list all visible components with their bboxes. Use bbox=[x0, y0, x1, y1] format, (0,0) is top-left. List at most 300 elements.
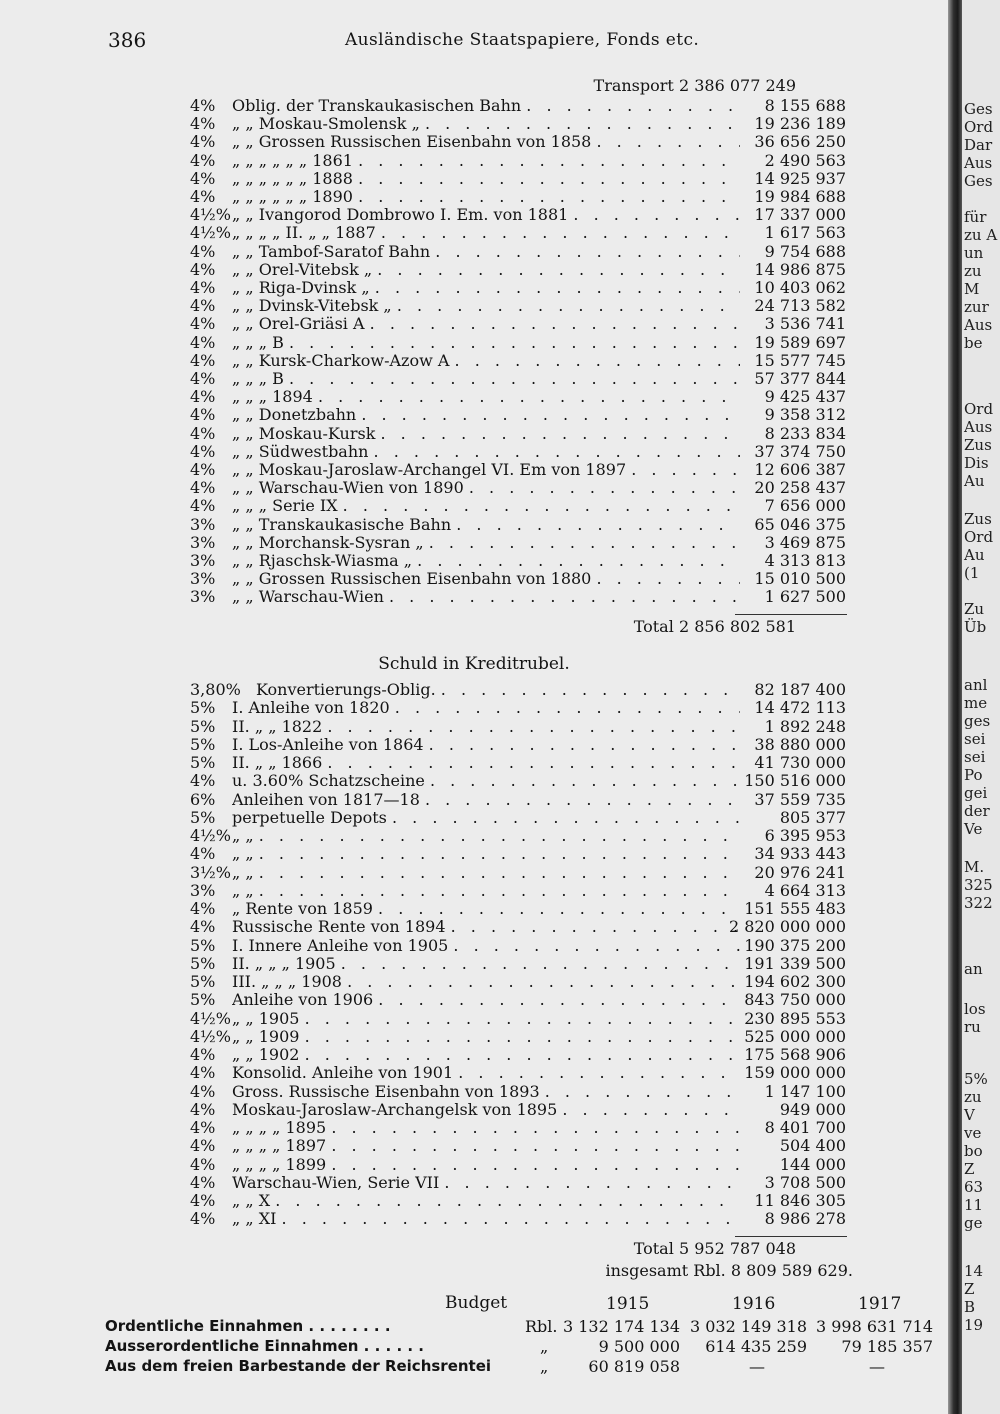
rate-cell: 4½% bbox=[190, 1008, 231, 1028]
description-cell: „ Rente von 1859 . . . bbox=[232, 900, 740, 918]
rate-cell: 4% bbox=[190, 441, 216, 461]
rate-cell: 4% bbox=[190, 369, 216, 388]
table-row bbox=[190, 315, 850, 333]
table-row bbox=[190, 352, 850, 370]
amount-cell: 12 606 387 bbox=[754, 460, 846, 479]
table-row bbox=[190, 809, 850, 827]
amount-cell: 504 400 bbox=[779, 1136, 846, 1156]
amount-cell: 15 010 500 bbox=[754, 569, 846, 589]
amount-cell: 10 403 062 bbox=[754, 278, 846, 297]
description-cell: „ „ . . . bbox=[232, 882, 740, 900]
table-row bbox=[190, 516, 850, 534]
rate-cell: 4% bbox=[190, 168, 216, 188]
rate-cell: 4½% bbox=[190, 205, 231, 225]
amount-cell: 151 555 483 bbox=[744, 899, 846, 918]
rate-cell: 4% bbox=[190, 296, 216, 316]
description-cell: „ „ Transkaukasische Bahn . . . bbox=[232, 516, 740, 534]
description-cell: „ „ „ Serie IX . . . bbox=[232, 497, 740, 515]
right-page-text-fragment: Ord bbox=[964, 528, 994, 546]
amount-cell: 4 313 813 bbox=[764, 551, 846, 570]
table-row bbox=[190, 133, 850, 151]
budget-row bbox=[105, 1357, 935, 1377]
rate-cell: 4% bbox=[190, 132, 216, 152]
description-cell: „ „ Tambof-Saratof Bahn . . . bbox=[232, 243, 740, 261]
rate-cell: 4% bbox=[190, 899, 216, 918]
amount-cell: 17 337 000 bbox=[754, 205, 846, 225]
right-page-text-fragment: 19 bbox=[964, 1316, 984, 1334]
right-page-text-fragment: Ges bbox=[964, 172, 993, 190]
rate-cell: 5% bbox=[190, 807, 216, 827]
book-gutter bbox=[948, 0, 962, 1414]
rate-cell: 4% bbox=[190, 96, 216, 115]
rate-cell: 3% bbox=[190, 532, 216, 552]
sum-rule bbox=[735, 1236, 847, 1237]
right-page-text-fragment: Dis bbox=[964, 454, 989, 472]
description-cell: Moskau-Jaroslaw-Archangelsk von 1895 . . . bbox=[232, 1101, 740, 1119]
rate-cell: 3,80% bbox=[190, 680, 241, 699]
right-page-text-fragment: 63 bbox=[964, 1178, 984, 1196]
table-row bbox=[190, 1083, 850, 1101]
rate-cell: 4% bbox=[190, 150, 216, 170]
description-cell: „ „ „ „ 1897 . . . bbox=[232, 1137, 740, 1155]
right-page-text-fragment: gei bbox=[964, 784, 988, 802]
budget-1915: 9 500 000 bbox=[598, 1337, 680, 1356]
right-page-text-fragment: ve bbox=[964, 1124, 982, 1142]
description-cell: „ „ Warschau-Wien . . . bbox=[232, 588, 740, 606]
amount-cell: 14 472 113 bbox=[754, 698, 846, 718]
description-cell: Russische Rente von 1894 . . . bbox=[232, 918, 740, 936]
right-page-text-fragment: Zus bbox=[964, 510, 992, 528]
amount-cell: 144 000 bbox=[779, 1154, 846, 1174]
amount-cell: 9 754 688 bbox=[764, 241, 846, 261]
description-cell: Anleihen von 1817—18 . . . bbox=[232, 791, 740, 809]
table-row bbox=[190, 206, 850, 224]
amount-cell: 191 339 500 bbox=[744, 953, 846, 973]
budget-1915: 60 819 058 bbox=[588, 1357, 680, 1376]
description-cell: Warschau-Wien, Serie VII . . . bbox=[232, 1174, 740, 1192]
amount-cell: 843 750 000 bbox=[744, 990, 846, 1010]
description-cell: „ „ Donetzbahn . . . bbox=[232, 406, 740, 424]
table-row bbox=[190, 681, 850, 699]
amount-cell: 4 664 313 bbox=[764, 880, 846, 900]
table-row bbox=[190, 1210, 850, 1228]
rate-cell: 3% bbox=[190, 551, 216, 570]
description-cell: „ „ . . . bbox=[232, 864, 740, 882]
amount-cell: 9 358 312 bbox=[764, 405, 846, 425]
description-cell: Konvertierungs-Oblig. . . . bbox=[256, 681, 740, 699]
budget-row bbox=[105, 1317, 935, 1337]
rate-cell: 4% bbox=[190, 187, 216, 206]
rate-cell: 4% bbox=[190, 259, 216, 279]
amount-cell: 8 233 834 bbox=[764, 423, 846, 443]
budget-unit: „ bbox=[540, 1357, 549, 1376]
table-row bbox=[190, 188, 850, 206]
description-cell: „ „ „ „ „ „ 1890 . . . bbox=[232, 188, 740, 206]
amount-cell: 38 880 000 bbox=[754, 734, 846, 754]
description-cell: „ „ Rjaschsk-Wiasma „ . . . bbox=[232, 552, 740, 570]
amount-cell: 19 984 688 bbox=[754, 187, 846, 206]
amount-cell: 194 602 300 bbox=[744, 972, 846, 991]
amount-cell: 20 976 241 bbox=[754, 862, 846, 882]
table-row bbox=[190, 406, 850, 424]
amount-cell: 19 236 189 bbox=[754, 114, 846, 134]
right-page-edge bbox=[962, 0, 1000, 1414]
table-row bbox=[190, 955, 850, 973]
description-cell: „ „ „ B . . . bbox=[232, 370, 740, 388]
rate-cell: 4% bbox=[190, 844, 216, 864]
description-cell: „ „ XI . . . bbox=[232, 1210, 740, 1228]
rate-cell: 4% bbox=[190, 1045, 216, 1064]
amount-cell: 8 155 688 bbox=[764, 96, 846, 115]
table-row bbox=[190, 570, 850, 588]
amount-cell: 2 820 000 000 bbox=[728, 917, 846, 937]
description-cell: „ „ „ „ 1899 . . . bbox=[232, 1156, 740, 1174]
description-cell: „ „ „ „ „ „ 1888 . . . bbox=[232, 170, 740, 188]
right-page-text-fragment: Z bbox=[964, 1280, 975, 1298]
budget-1916: 3 032 149 318 bbox=[689, 1317, 807, 1336]
table-row bbox=[190, 115, 850, 133]
right-page-text-fragment: Zus bbox=[964, 436, 992, 454]
rate-cell: 4% bbox=[190, 314, 216, 334]
table-row bbox=[190, 1101, 850, 1119]
amount-cell: 34 933 443 bbox=[754, 844, 846, 864]
rate-cell: 4% bbox=[190, 1191, 216, 1210]
budget-1917: 79 185 357 bbox=[841, 1337, 933, 1356]
description-cell: I. Anleihe von 1820 . . . bbox=[232, 699, 740, 717]
budget-1916: — bbox=[749, 1357, 765, 1376]
amount-cell: 159 000 000 bbox=[744, 1063, 846, 1083]
table-row bbox=[190, 718, 850, 736]
amount-cell: 14 986 875 bbox=[754, 259, 846, 279]
right-page-text-fragment: B bbox=[964, 1298, 976, 1316]
rate-cell: 5% bbox=[190, 935, 216, 955]
rate-cell: 4% bbox=[190, 1063, 216, 1083]
rate-cell: 5% bbox=[190, 753, 216, 772]
table-row bbox=[190, 370, 850, 388]
right-page-text-fragment: für bbox=[964, 208, 987, 226]
rate-cell: 4% bbox=[190, 278, 216, 297]
budget-year-1915: 1915 bbox=[606, 1294, 650, 1314]
table-row bbox=[190, 973, 850, 991]
amount-cell: 20 258 437 bbox=[754, 478, 846, 498]
rate-cell: 6% bbox=[190, 789, 216, 809]
amount-cell: 24 713 582 bbox=[754, 296, 846, 316]
description-cell: II. „ „ 1866 . . . bbox=[232, 754, 740, 772]
table-row bbox=[190, 1046, 850, 1064]
table-row bbox=[190, 882, 850, 900]
table-row bbox=[190, 588, 850, 606]
right-page-text-fragment: Aus bbox=[964, 418, 993, 436]
amount-cell: 805 377 bbox=[779, 807, 846, 827]
rate-cell: 4% bbox=[190, 405, 216, 425]
right-page-text-fragment: der bbox=[964, 802, 990, 820]
amount-cell: 230 895 553 bbox=[744, 1008, 846, 1028]
right-page-text-fragment: M. bbox=[964, 858, 985, 876]
right-page-text-fragment: Aus bbox=[964, 154, 993, 172]
rate-cell: 4% bbox=[190, 1099, 216, 1119]
right-page-text-fragment: Po bbox=[964, 766, 983, 784]
table-row bbox=[190, 1010, 850, 1028]
table-row bbox=[190, 772, 850, 790]
right-page-text-fragment: Aus bbox=[964, 316, 993, 334]
description-cell: „ „ Riga-Dvinsk „ . . . bbox=[232, 279, 740, 297]
table-row bbox=[190, 170, 850, 188]
table-row bbox=[190, 791, 850, 809]
budget-unit: Rbl. bbox=[525, 1317, 558, 1336]
rate-cell: 4% bbox=[190, 241, 216, 261]
amount-cell: 1 892 248 bbox=[764, 716, 846, 736]
table-row bbox=[190, 552, 850, 570]
table-row bbox=[190, 334, 850, 352]
table-row bbox=[190, 479, 850, 497]
rate-cell: 3% bbox=[190, 514, 216, 534]
table-row bbox=[190, 497, 850, 515]
table-row bbox=[190, 736, 850, 754]
right-page-text-fragment: ges bbox=[964, 712, 991, 730]
right-page-text-fragment: V bbox=[964, 1106, 975, 1124]
amount-cell: 949 000 bbox=[779, 1099, 846, 1119]
right-page-text-fragment: me bbox=[964, 694, 988, 712]
description-cell: „ „ 1905 . . . bbox=[232, 1010, 740, 1028]
amount-cell: 3 708 500 bbox=[764, 1172, 846, 1192]
right-page-text-fragment: sei bbox=[964, 730, 986, 748]
rate-cell: 4½% bbox=[190, 223, 231, 243]
amount-cell: 175 568 906 bbox=[744, 1045, 846, 1064]
right-page-text-fragment: Ve bbox=[964, 820, 983, 838]
right-page-text-fragment: Ord bbox=[964, 400, 994, 418]
description-cell: II. „ „ „ 1905 . . . bbox=[232, 955, 740, 973]
grand-total-label: insgesamt Rbl. bbox=[605, 1261, 726, 1280]
table-row bbox=[190, 1192, 850, 1210]
rate-cell: 4% bbox=[190, 1209, 216, 1229]
description-cell: „ „ Kursk-Charkow-Azow A . . . bbox=[232, 352, 740, 370]
table-row bbox=[190, 754, 850, 772]
amount-cell: 190 375 200 bbox=[744, 935, 846, 955]
description-cell: „ „ Dvinsk-Vitebsk „ . . . bbox=[232, 297, 740, 315]
description-cell: „ „ Morchansk-Sysran „ . . . bbox=[232, 534, 740, 552]
rate-cell: 3% bbox=[190, 587, 216, 607]
table-row bbox=[190, 261, 850, 279]
budget-year-1916: 1916 bbox=[732, 1294, 776, 1314]
amount-cell: 2 490 563 bbox=[764, 150, 846, 170]
rate-cell: 3½% bbox=[190, 862, 231, 882]
amount-cell: 15 577 745 bbox=[754, 350, 846, 370]
right-page-text-fragment: 322 bbox=[964, 894, 993, 912]
right-page-text-fragment: Zu bbox=[964, 600, 985, 618]
description-cell: „ „ „ „ 1895 . . . bbox=[232, 1119, 740, 1137]
right-page-text-fragment: M bbox=[964, 280, 980, 298]
description-cell: I. Los-Anleihe von 1864 . . . bbox=[232, 736, 740, 754]
right-page-text-fragment: Üb bbox=[964, 618, 987, 636]
rate-cell: 5% bbox=[190, 972, 216, 991]
sum-rule bbox=[735, 614, 847, 615]
table-row bbox=[190, 297, 850, 315]
right-page-text-fragment: Dar bbox=[964, 136, 993, 154]
page-number: 386 bbox=[108, 28, 147, 52]
description-cell: „ „ „ B . . . bbox=[232, 334, 740, 352]
table-row bbox=[190, 1119, 850, 1137]
budget-1915: 3 132 174 134 bbox=[562, 1317, 680, 1336]
total-line-2 bbox=[634, 1239, 796, 1258]
budget-row-label: Ordentliche Einnahmen . . . . . . . . bbox=[105, 1317, 391, 1335]
rate-cell: 5% bbox=[190, 698, 216, 718]
budget-row bbox=[105, 1337, 935, 1357]
amount-cell: 11 846 305 bbox=[754, 1191, 846, 1210]
table-row bbox=[190, 388, 850, 406]
rate-cell: 4% bbox=[190, 917, 216, 937]
table-row bbox=[190, 279, 850, 297]
right-page-text-fragment: ru bbox=[964, 1018, 981, 1036]
rate-cell: 4½% bbox=[190, 1026, 231, 1046]
right-page-text-fragment: bo bbox=[964, 1142, 983, 1160]
right-page-text-fragment: zu bbox=[964, 262, 982, 280]
table-row bbox=[190, 900, 850, 918]
amount-cell: 1 617 563 bbox=[764, 223, 846, 243]
total-label: Total bbox=[633, 1239, 674, 1258]
description-cell: Oblig. der Transkaukasischen Bahn . . . bbox=[232, 97, 740, 115]
rate-cell: 4% bbox=[190, 1172, 216, 1192]
table-row bbox=[190, 97, 850, 115]
table-row bbox=[190, 461, 850, 479]
amount-cell: 36 656 250 bbox=[754, 132, 846, 152]
amount-cell: 65 046 375 bbox=[754, 514, 846, 534]
budget-1916: 614 435 259 bbox=[705, 1337, 807, 1356]
table-row bbox=[190, 864, 850, 882]
total-label: Total bbox=[633, 617, 674, 636]
right-page-text-fragment: (1 bbox=[964, 564, 980, 582]
amount-cell: 9 425 437 bbox=[764, 387, 846, 407]
total-value: 2 856 802 581 bbox=[678, 617, 796, 636]
amount-cell: 525 000 000 bbox=[744, 1026, 846, 1046]
table-row bbox=[190, 443, 850, 461]
description-cell: „ „ Orel-Vitebsk „ . . . bbox=[232, 261, 740, 279]
table-row bbox=[190, 534, 850, 552]
table-row bbox=[190, 152, 850, 170]
budget-title: Budget bbox=[445, 1293, 508, 1313]
amount-cell: 8 986 278 bbox=[764, 1209, 846, 1229]
description-cell: Anleihe von 1906 . . . bbox=[232, 991, 740, 1009]
total-line-1 bbox=[634, 617, 796, 636]
right-page-text-fragment: zu bbox=[964, 1088, 982, 1106]
description-cell: II. „ „ 1822 . . . bbox=[232, 718, 740, 736]
amount-cell: 8 401 700 bbox=[764, 1118, 846, 1137]
rate-cell: 5% bbox=[190, 734, 216, 754]
budget-row-label: Aus dem freien Barbestande der Reichsrentei bbox=[105, 1357, 492, 1375]
right-page-text-fragment: 14 bbox=[964, 1262, 984, 1280]
description-cell: „ „ Moskau-Kursk . . . bbox=[232, 425, 740, 443]
amount-cell: 1 627 500 bbox=[764, 587, 846, 607]
right-page-text-fragment: an bbox=[964, 960, 983, 978]
rate-cell: 5% bbox=[190, 953, 216, 973]
table-row bbox=[190, 937, 850, 955]
right-page-text-fragment: 11 bbox=[964, 1196, 984, 1214]
amount-cell: 57 377 844 bbox=[754, 369, 846, 388]
rate-cell: 4% bbox=[190, 1081, 216, 1101]
rate-cell: 4% bbox=[190, 478, 216, 498]
description-cell: „ „ 1909 . . . bbox=[232, 1028, 740, 1046]
description-cell: Gross. Russische Eisenbahn von 1893 . . . bbox=[232, 1083, 740, 1101]
description-cell: „ „ „ 1894 . . . bbox=[232, 388, 740, 406]
table-row bbox=[190, 1028, 850, 1046]
table-row bbox=[190, 1137, 850, 1155]
description-cell: „ „ „ „ „ „ 1861 . . . bbox=[232, 152, 740, 170]
amount-cell: 150 516 000 bbox=[744, 771, 846, 791]
table-row bbox=[190, 827, 850, 845]
description-cell: u. 3.60% Schatzscheine . . . bbox=[232, 772, 740, 790]
table-row bbox=[190, 1156, 850, 1174]
rate-cell: 4% bbox=[190, 332, 216, 352]
rate-cell: 4½% bbox=[190, 826, 231, 845]
transport-value: 2 386 077 249 bbox=[678, 76, 796, 95]
rate-cell: 4% bbox=[190, 114, 216, 134]
rate-cell: 4% bbox=[190, 1154, 216, 1174]
description-cell: „ „ Moskau-Jaroslaw-Archangel VI. Em von 1897 . . . bbox=[232, 461, 740, 479]
amount-cell: 19 589 697 bbox=[754, 332, 846, 352]
rate-cell: 4% bbox=[190, 496, 216, 516]
right-page-text-fragment: be bbox=[964, 334, 983, 352]
table-row bbox=[190, 991, 850, 1009]
description-cell: „ „ Ivangorod Dombrowo I. Em. von 1881 . . . bbox=[232, 206, 740, 224]
rate-cell: 3% bbox=[190, 880, 216, 900]
table-row bbox=[190, 1064, 850, 1082]
rate-cell: 4% bbox=[190, 387, 216, 407]
table-row bbox=[190, 1174, 850, 1192]
grand-total-value: 8 809 589 629. bbox=[730, 1261, 853, 1280]
description-cell: „ „ Grossen Russischen Eisenbahn von 1858 . . . bbox=[232, 133, 740, 151]
description-cell: „ „ Warschau-Wien von 1890 . . . bbox=[232, 479, 740, 497]
amount-cell: 82 187 400 bbox=[754, 680, 846, 699]
description-cell: „ „ Südwestbahn . . . bbox=[232, 443, 740, 461]
amount-cell: 6 395 953 bbox=[764, 826, 846, 845]
amount-cell: 37 559 735 bbox=[754, 789, 846, 809]
right-page-text-fragment: los bbox=[964, 1000, 986, 1018]
rate-cell: 4% bbox=[190, 460, 216, 479]
total-value: 5 952 787 048 bbox=[678, 1239, 796, 1258]
rate-cell: 4% bbox=[190, 423, 216, 443]
right-page-text-fragment: zur bbox=[964, 298, 989, 316]
right-page-text-fragment: Z bbox=[964, 1160, 975, 1178]
amount-cell: 41 730 000 bbox=[754, 753, 846, 772]
right-page-text-fragment: 5% bbox=[964, 1070, 988, 1088]
right-page-text-fragment: Au bbox=[964, 546, 985, 564]
right-page-text-fragment: Ord bbox=[964, 118, 994, 136]
rate-cell: 4% bbox=[190, 1136, 216, 1156]
budget-year-1917: 1917 bbox=[858, 1294, 902, 1314]
rate-cell: 4% bbox=[190, 1118, 216, 1137]
description-cell: „ „ . . . bbox=[232, 845, 740, 863]
rate-cell: 4% bbox=[190, 350, 216, 370]
table-row bbox=[190, 425, 850, 443]
amount-cell: 7 656 000 bbox=[764, 496, 846, 516]
table-row bbox=[190, 243, 850, 261]
budget-1917: 3 998 631 714 bbox=[815, 1317, 933, 1336]
right-page-text-fragment: zu A bbox=[964, 226, 998, 244]
right-page-text-fragment: ge bbox=[964, 1214, 983, 1232]
description-cell: „ „ Grossen Russischen Eisenbahn von 1880 . . . bbox=[232, 570, 740, 588]
description-cell: I. Innere Anleihe von 1905 . . . bbox=[232, 937, 740, 955]
rate-cell: 3% bbox=[190, 569, 216, 589]
budget-unit: „ bbox=[540, 1337, 549, 1356]
description-cell: „ „ Moskau-Smolensk „ . . . bbox=[232, 115, 740, 133]
right-page-text-fragment: anl bbox=[964, 676, 988, 694]
description-cell: Konsolid. Anleihe von 1901 . . . bbox=[232, 1064, 740, 1082]
right-page-text-fragment: Ges bbox=[964, 100, 993, 118]
rate-cell: 4% bbox=[190, 771, 216, 791]
grand-total-line bbox=[605, 1261, 853, 1280]
table-row bbox=[190, 918, 850, 936]
section-title: Schuld in Kreditrubel. bbox=[378, 654, 570, 674]
description-cell: perpetuelle Depots . . . bbox=[232, 809, 740, 827]
